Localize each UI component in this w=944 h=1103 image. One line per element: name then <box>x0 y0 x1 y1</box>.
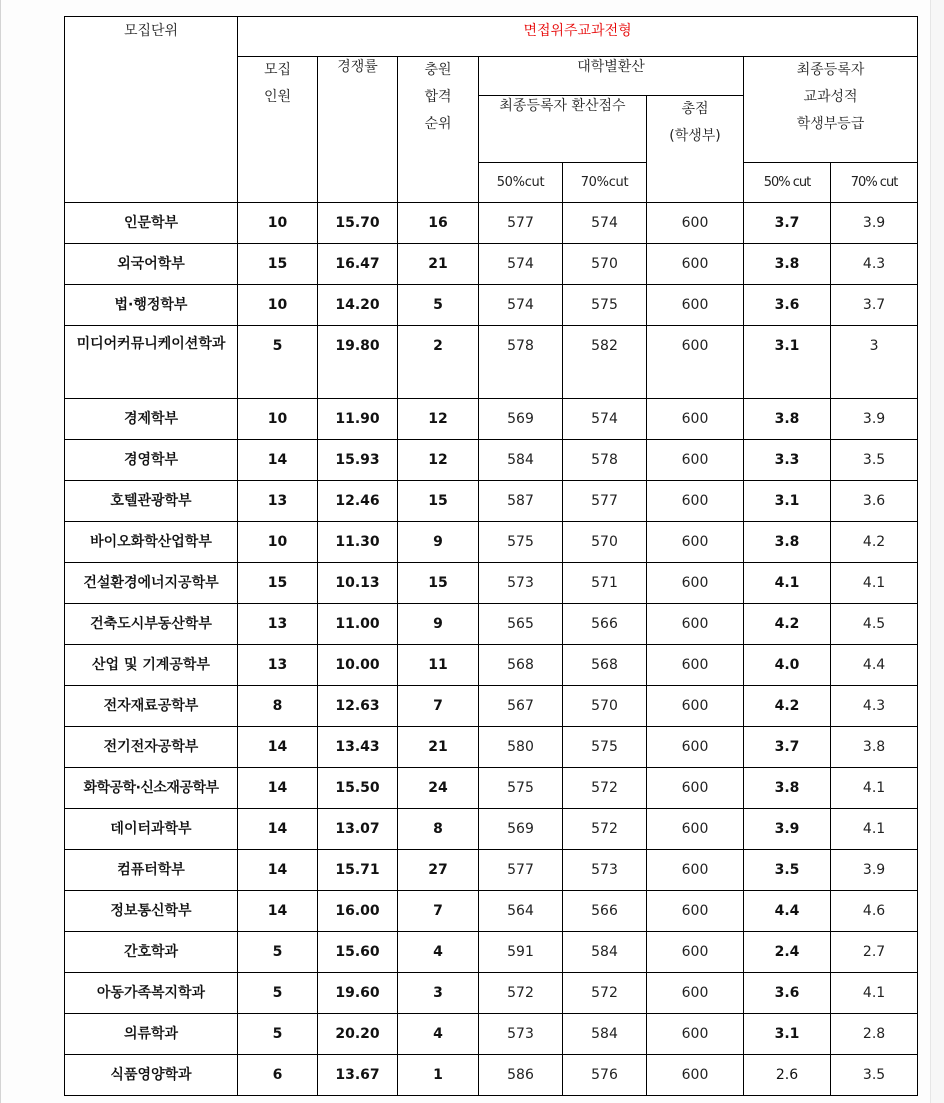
score-cut50: 569 <box>479 809 563 850</box>
unit-name: 정보통신학부 <box>65 891 238 932</box>
unit-name: 바이오화학산업학부 <box>65 522 238 563</box>
total-score: 600 <box>647 440 744 481</box>
score-cut70: 575 <box>563 727 647 768</box>
score-cut70: 577 <box>563 481 647 522</box>
score-cut50: 573 <box>479 1014 563 1055</box>
header-track-title <box>238 17 918 57</box>
score-cut50: 577 <box>479 203 563 244</box>
total-score: 600 <box>647 285 744 326</box>
unit-name: 산업 및 기계공학부 <box>65 645 238 686</box>
total-score: 600 <box>647 809 744 850</box>
grade-cut50: 3.5 <box>744 850 831 891</box>
score-cut70: 566 <box>563 891 647 932</box>
total-score: 600 <box>647 850 744 891</box>
score-cut70: 573 <box>563 850 647 891</box>
header-text: (학생부) <box>669 128 721 144</box>
unit-name: 외국어학부 <box>65 244 238 285</box>
grade-cut70: 3 <box>831 326 918 399</box>
header-text: 대학별환산 <box>577 59 645 75</box>
grade-cut70: 4.1 <box>831 973 918 1014</box>
table-row <box>65 481 918 522</box>
track-title: 면접위주교과전형 <box>523 23 632 39</box>
grade-cut70: 2.8 <box>831 1014 918 1055</box>
recruit-count: 8 <box>238 686 318 727</box>
table-row <box>65 285 918 326</box>
score-cut70: 574 <box>563 399 647 440</box>
header-text: 순위 <box>424 116 452 132</box>
waitlist-rank: 15 <box>398 481 479 522</box>
table-row <box>65 244 918 285</box>
grade-cut70: 4.1 <box>831 809 918 850</box>
total-score: 600 <box>647 932 744 973</box>
unit-name: 간호학과 <box>65 932 238 973</box>
grade-cut70: 3.6 <box>831 481 918 522</box>
waitlist-rank: 21 <box>398 244 479 285</box>
grade-cut50: 3.8 <box>744 399 831 440</box>
recruit-count: 14 <box>238 809 318 850</box>
waitlist-rank: 15 <box>398 563 479 604</box>
waitlist-rank: 12 <box>398 399 479 440</box>
score-cut50: 569 <box>479 399 563 440</box>
waitlist-rank: 11 <box>398 645 479 686</box>
recruit-count: 5 <box>238 932 318 973</box>
score-cut70: 576 <box>563 1055 647 1096</box>
waitlist-rank: 16 <box>398 203 479 244</box>
header-score-cut70 <box>563 163 647 203</box>
score-cut70: 575 <box>563 285 647 326</box>
table-row <box>65 203 918 244</box>
grade-cut70: 2.7 <box>831 932 918 973</box>
recruit-count: 14 <box>238 768 318 809</box>
unit-name: 건축도시부동산학부 <box>65 604 238 645</box>
score-cut50: 587 <box>479 481 563 522</box>
total-score: 600 <box>647 563 744 604</box>
recruit-count: 6 <box>238 1055 318 1096</box>
table-row <box>65 850 918 891</box>
score-cut50: 586 <box>479 1055 563 1096</box>
unit-name: 전기전자공학부 <box>65 727 238 768</box>
grade-cut70: 4.5 <box>831 604 918 645</box>
unit-name: 법·행정학부 <box>65 285 238 326</box>
competition-rate: 12.46 <box>318 481 398 522</box>
recruit-count: 13 <box>238 645 318 686</box>
grade-cut50: 3.6 <box>744 973 831 1014</box>
unit-name: 의류학과 <box>65 1014 238 1055</box>
score-cut50: 564 <box>479 891 563 932</box>
total-score: 600 <box>647 326 744 399</box>
grade-cut70: 4.2 <box>831 522 918 563</box>
table-row <box>65 522 918 563</box>
unit-name: 식품영양학과 <box>65 1055 238 1096</box>
score-cut70: 578 <box>563 440 647 481</box>
table-row <box>65 727 918 768</box>
score-cut50: 565 <box>479 604 563 645</box>
competition-rate: 11.30 <box>318 522 398 563</box>
header-text: 50% cut <box>763 175 811 190</box>
score-cut70: 584 <box>563 1014 647 1055</box>
header-final-converted-score <box>479 96 647 163</box>
grade-cut70: 3.9 <box>831 399 918 440</box>
waitlist-rank: 27 <box>398 850 479 891</box>
competition-rate: 10.00 <box>318 645 398 686</box>
grade-cut50: 2.6 <box>744 1055 831 1096</box>
waitlist-rank: 24 <box>398 768 479 809</box>
score-cut50: 575 <box>479 522 563 563</box>
score-cut50: 572 <box>479 973 563 1014</box>
grade-cut50: 4.2 <box>744 604 831 645</box>
recruit-count: 14 <box>238 727 318 768</box>
recruit-count: 5 <box>238 1014 318 1055</box>
unit-name: 전자재료공학부 <box>65 686 238 727</box>
table-row <box>65 604 918 645</box>
grade-cut50: 3.8 <box>744 244 831 285</box>
score-cut70: 568 <box>563 645 647 686</box>
total-score: 600 <box>647 522 744 563</box>
table-row <box>65 768 918 809</box>
grade-cut50: 3.1 <box>744 1014 831 1055</box>
score-cut70: 574 <box>563 203 647 244</box>
header-final-grade <box>744 57 918 163</box>
header-unit <box>65 17 238 203</box>
score-cut50: 574 <box>479 244 563 285</box>
competition-rate: 15.50 <box>318 768 398 809</box>
header-text: 인원 <box>263 89 292 105</box>
waitlist-rank: 7 <box>398 686 479 727</box>
recruit-count: 5 <box>238 326 318 399</box>
grade-cut50: 4.4 <box>744 891 831 932</box>
total-score: 600 <box>647 481 744 522</box>
unit-name: 경제학부 <box>65 399 238 440</box>
competition-rate: 13.07 <box>318 809 398 850</box>
total-score: 600 <box>647 891 744 932</box>
competition-rate: 19.80 <box>318 326 398 399</box>
total-score: 600 <box>647 1014 744 1055</box>
total-score: 600 <box>647 686 744 727</box>
header-text: 70% cut <box>850 175 898 190</box>
header-text: 70%cut <box>580 175 629 190</box>
waitlist-rank: 7 <box>398 891 479 932</box>
grade-cut50: 3.3 <box>744 440 831 481</box>
header-recruit-count <box>238 57 318 203</box>
recruit-count: 13 <box>238 604 318 645</box>
grade-cut70: 3.9 <box>831 850 918 891</box>
competition-rate: 11.00 <box>318 604 398 645</box>
unit-name: 컴퓨터학부 <box>65 850 238 891</box>
header-univ-conversion <box>479 57 744 96</box>
score-cut70: 582 <box>563 326 647 399</box>
competition-rate: 15.70 <box>318 203 398 244</box>
total-score: 600 <box>647 399 744 440</box>
recruit-count: 13 <box>238 481 318 522</box>
competition-rate: 14.20 <box>318 285 398 326</box>
table-row <box>65 973 918 1014</box>
header-text: 학생부등급 <box>796 116 865 132</box>
recruit-count: 14 <box>238 891 318 932</box>
table-row <box>65 1014 918 1055</box>
waitlist-rank: 9 <box>398 604 479 645</box>
header-text: 경쟁률 <box>337 59 378 75</box>
grade-cut70: 4.4 <box>831 645 918 686</box>
score-cut50: 568 <box>479 645 563 686</box>
grade-cut50: 4.2 <box>744 686 831 727</box>
table-row <box>65 1055 918 1096</box>
header-text: 교과성적 <box>803 89 858 105</box>
total-score: 600 <box>647 203 744 244</box>
scrollbar-track[interactable] <box>930 0 944 1103</box>
table-row <box>65 563 918 604</box>
grade-cut70: 4.1 <box>831 768 918 809</box>
competition-rate: 11.90 <box>318 399 398 440</box>
recruit-count: 5 <box>238 973 318 1014</box>
table-row <box>65 932 918 973</box>
grade-cut70: 4.3 <box>831 686 918 727</box>
total-score: 600 <box>647 604 744 645</box>
table-row <box>65 440 918 481</box>
total-score: 600 <box>647 244 744 285</box>
header-unit-label: 모집단위 <box>123 23 179 39</box>
grade-cut50: 4.0 <box>744 645 831 686</box>
waitlist-rank: 12 <box>398 440 479 481</box>
recruit-count: 15 <box>238 244 318 285</box>
unit-name: 미디어커뮤니케이션학과 <box>65 326 238 399</box>
header-text: 총점 <box>681 101 709 117</box>
competition-rate: 12.63 <box>318 686 398 727</box>
recruit-count: 14 <box>238 850 318 891</box>
grade-cut70: 3.5 <box>831 1055 918 1096</box>
score-cut50: 575 <box>479 768 563 809</box>
unit-name: 화학공학·신소재공학부 <box>65 768 238 809</box>
score-cut50: 580 <box>479 727 563 768</box>
score-cut70: 572 <box>563 973 647 1014</box>
waitlist-rank: 3 <box>398 973 479 1014</box>
grade-cut50: 3.8 <box>744 768 831 809</box>
unit-name: 호텔관광학부 <box>65 481 238 522</box>
unit-name: 건설환경에너지공학부 <box>65 563 238 604</box>
score-cut50: 574 <box>479 285 563 326</box>
grade-cut50: 4.1 <box>744 563 831 604</box>
header-text: 합격 <box>424 89 452 105</box>
grade-cut50: 3.1 <box>744 326 831 399</box>
grade-cut50: 3.1 <box>744 481 831 522</box>
competition-rate: 20.20 <box>318 1014 398 1055</box>
grade-cut50: 3.9 <box>744 809 831 850</box>
competition-rate: 13.43 <box>318 727 398 768</box>
recruit-count: 15 <box>238 563 318 604</box>
recruit-count: 10 <box>238 203 318 244</box>
table-row <box>65 399 918 440</box>
waitlist-rank: 5 <box>398 285 479 326</box>
score-cut70: 566 <box>563 604 647 645</box>
unit-name: 데이터과학부 <box>65 809 238 850</box>
competition-rate: 10.13 <box>318 563 398 604</box>
score-cut50: 578 <box>479 326 563 399</box>
total-score: 600 <box>647 645 744 686</box>
score-cut50: 577 <box>479 850 563 891</box>
score-cut50: 591 <box>479 932 563 973</box>
score-cut50: 567 <box>479 686 563 727</box>
unit-name: 아동가족복지학과 <box>65 973 238 1014</box>
competition-rate: 13.67 <box>318 1055 398 1096</box>
admission-results-table <box>64 16 918 1096</box>
recruit-count: 14 <box>238 440 318 481</box>
grade-cut50: 3.7 <box>744 203 831 244</box>
header-text: 50%cut <box>496 175 545 190</box>
score-cut70: 572 <box>563 809 647 850</box>
competition-rate: 15.60 <box>318 932 398 973</box>
unit-name: 인문학부 <box>65 203 238 244</box>
header-waitlist-rank <box>398 57 479 203</box>
recruit-count: 10 <box>238 399 318 440</box>
grade-cut70: 4.1 <box>831 563 918 604</box>
waitlist-rank: 8 <box>398 809 479 850</box>
recruit-count: 10 <box>238 522 318 563</box>
competition-rate: 19.60 <box>318 973 398 1014</box>
score-cut70: 572 <box>563 768 647 809</box>
total-score: 600 <box>647 1055 744 1096</box>
waitlist-rank: 4 <box>398 932 479 973</box>
waitlist-rank: 2 <box>398 326 479 399</box>
table-row <box>65 686 918 727</box>
waitlist-rank: 21 <box>398 727 479 768</box>
waitlist-rank: 4 <box>398 1014 479 1055</box>
unit-name: 경영학부 <box>65 440 238 481</box>
waitlist-rank: 9 <box>398 522 479 563</box>
grade-cut70: 3.7 <box>831 285 918 326</box>
table-row <box>65 891 918 932</box>
total-score: 600 <box>647 973 744 1014</box>
table-row <box>65 645 918 686</box>
grade-cut50: 3.6 <box>744 285 831 326</box>
score-cut50: 584 <box>479 440 563 481</box>
grade-cut70: 3.5 <box>831 440 918 481</box>
header-text: 충원 <box>424 62 452 78</box>
competition-rate: 15.71 <box>318 850 398 891</box>
grade-cut70: 4.3 <box>831 244 918 285</box>
header-competition-rate <box>318 57 398 203</box>
grade-cut50: 2.4 <box>744 932 831 973</box>
header-score-cut50 <box>479 163 563 203</box>
grade-cut70: 3.9 <box>831 203 918 244</box>
recruit-count: 10 <box>238 285 318 326</box>
header-text: 모집 <box>263 62 292 78</box>
header-text: 최종등록자 <box>796 62 865 78</box>
header-text: 최종등록자 환산점수 <box>499 98 626 114</box>
waitlist-rank: 1 <box>398 1055 479 1096</box>
header-total-score <box>647 96 744 203</box>
competition-rate: 16.47 <box>318 244 398 285</box>
score-cut70: 571 <box>563 563 647 604</box>
score-cut70: 584 <box>563 932 647 973</box>
header-grade-cut70 <box>831 163 918 203</box>
total-score: 600 <box>647 768 744 809</box>
grade-cut70: 4.6 <box>831 891 918 932</box>
grade-cut50: 3.8 <box>744 522 831 563</box>
table-row <box>65 809 918 850</box>
grade-cut50: 3.7 <box>744 727 831 768</box>
grade-cut70: 3.8 <box>831 727 918 768</box>
table-row <box>65 326 918 399</box>
competition-rate: 16.00 <box>318 891 398 932</box>
score-cut70: 570 <box>563 244 647 285</box>
score-cut50: 573 <box>479 563 563 604</box>
total-score: 600 <box>647 727 744 768</box>
score-cut70: 570 <box>563 522 647 563</box>
header-grade-cut50 <box>744 163 831 203</box>
page-left-edge <box>0 0 1 1103</box>
score-cut70: 570 <box>563 686 647 727</box>
competition-rate: 15.93 <box>318 440 398 481</box>
